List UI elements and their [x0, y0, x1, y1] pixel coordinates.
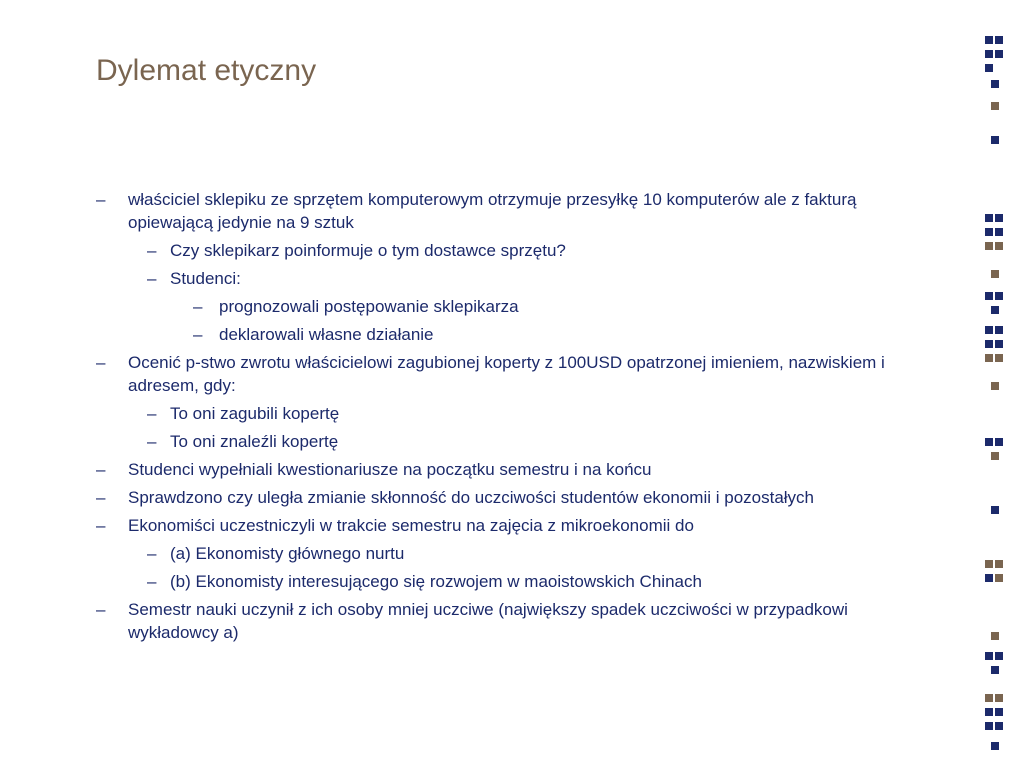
decorative-square [991, 102, 999, 110]
bullet-dash: – [147, 241, 157, 260]
bullet-list [96, 188, 941, 649]
bullet-item [96, 323, 941, 346]
decorative-square [991, 632, 999, 640]
bullet-dash: – [96, 353, 106, 372]
decorative-square [985, 652, 993, 660]
decorative-square [995, 574, 1003, 582]
bullet-text: (b) Ekonomisty interesującego się rozwojem w maoistowskich Chinach [170, 572, 702, 591]
bullet-text: (a) Ekonomisty głównego nurtu [170, 544, 405, 563]
bullet-text: właściciel sklepiku ze sprzętem komputerowym otrzymuje przesyłkę 10 komputerów ale z fakturą opiewającą jedynie na 9 sztuk [128, 190, 857, 232]
decorative-square [985, 340, 993, 348]
bullet-item [96, 267, 941, 290]
decorative-square [995, 354, 1003, 362]
decorative-square [995, 214, 1003, 222]
decorative-square [985, 228, 993, 236]
bullet-text: Studenci: [170, 269, 241, 288]
decorative-square [991, 452, 999, 460]
decorative-square [991, 742, 999, 750]
bullet-dash: – [193, 325, 203, 344]
decorative-square [985, 292, 993, 300]
bullet-item [96, 430, 941, 453]
slide-title: Dylemat etyczny [96, 54, 317, 87]
bullet-dash: – [96, 190, 106, 209]
bullet-text: Sprawdzono czy uległa zmianie skłonność do uczciwości studentów ekonomii i pozostałych [128, 488, 815, 507]
decorative-square [991, 306, 999, 314]
bullet-item [96, 570, 941, 593]
bullet-item [96, 458, 941, 481]
decorative-square [985, 574, 993, 582]
decorative-square [985, 64, 993, 72]
bullet-item [96, 598, 941, 644]
decorative-square [985, 560, 993, 568]
decorative-square [985, 242, 993, 250]
bullet-item [96, 486, 941, 509]
decorative-square [995, 36, 1003, 44]
bullet-dash: – [96, 516, 106, 535]
bullet-dash: – [96, 488, 106, 507]
decorative-square [995, 228, 1003, 236]
bullet-dash: – [96, 460, 106, 479]
decorative-square [995, 340, 1003, 348]
bullet-dash: – [147, 269, 157, 288]
decorative-square [985, 438, 993, 446]
decorative-square [995, 326, 1003, 334]
decorative-square [985, 694, 993, 702]
bullet-dash: – [147, 544, 157, 563]
bullet-item [96, 402, 941, 425]
bullet-text: prognozowali postępowanie sklepikarza [219, 297, 519, 316]
decorative-square-pattern [984, 0, 1024, 768]
bullet-text: Ocenić p-stwo zwrotu właścicielowi zagubionej koperty z 100USD opatrzonej imieniem, nazwiskiem i adresem, gdy: [128, 353, 885, 395]
decorative-square [985, 326, 993, 334]
bullet-dash: – [193, 297, 203, 316]
bullet-text: deklarowali własne działanie [219, 325, 434, 344]
bullet-item [96, 188, 941, 234]
bullet-item [96, 514, 941, 537]
decorative-square [991, 506, 999, 514]
bullet-dash: – [147, 404, 157, 423]
decorative-square [995, 694, 1003, 702]
decorative-square [991, 666, 999, 674]
bullet-item [96, 351, 941, 397]
decorative-square [995, 722, 1003, 730]
bullet-dash: – [147, 572, 157, 591]
decorative-square [991, 270, 999, 278]
decorative-square [991, 136, 999, 144]
decorative-square [995, 652, 1003, 660]
bullet-item [96, 239, 941, 262]
decorative-square [995, 438, 1003, 446]
bullet-text: Ekonomiści uczestniczyli w trakcie semestru na zajęcia z mikroekonomii do [128, 516, 694, 535]
decorative-square [985, 36, 993, 44]
bullet-text: Semestr nauki uczynił z ich osoby mniej uczciwe (największy spadek uczciwości w przypadkowi wykładowcy a) [128, 600, 848, 642]
bullet-item [96, 542, 941, 565]
decorative-square [985, 708, 993, 716]
decorative-square [991, 80, 999, 88]
decorative-square [995, 292, 1003, 300]
decorative-square [985, 214, 993, 222]
decorative-square [985, 354, 993, 362]
bullet-item [96, 295, 941, 318]
decorative-square [995, 708, 1003, 716]
bullet-text: To oni zagubili kopertę [170, 404, 340, 423]
bullet-text: To oni znaleźli kopertę [170, 432, 339, 451]
decorative-square [985, 722, 993, 730]
decorative-square [985, 50, 993, 58]
bullet-text: Studenci wypełniali kwestionariusze na początku semestru i na końcu [128, 460, 652, 479]
bullet-text: Czy sklepikarz poinformuje o tym dostawce sprzętu? [170, 241, 566, 260]
decorative-square [995, 560, 1003, 568]
bullet-dash: – [96, 600, 106, 619]
decorative-square [995, 50, 1003, 58]
decorative-square [991, 382, 999, 390]
bullet-dash: – [147, 432, 157, 451]
decorative-square [995, 242, 1003, 250]
